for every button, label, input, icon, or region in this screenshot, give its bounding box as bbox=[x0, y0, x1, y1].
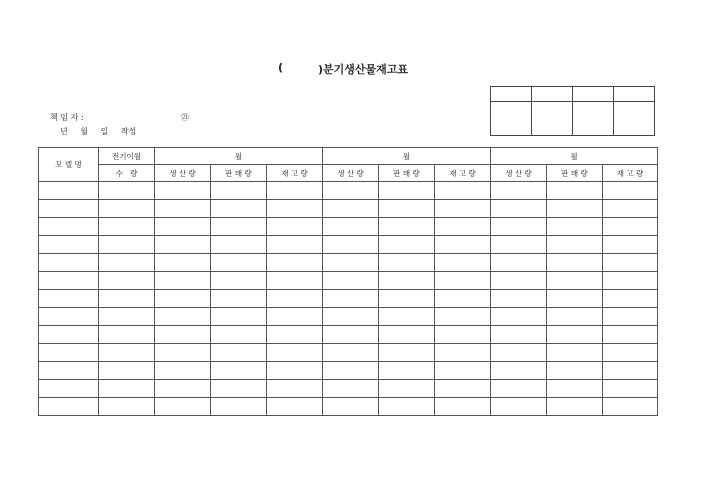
model-name-cell[interactable] bbox=[39, 398, 99, 416]
quantity-cell[interactable] bbox=[267, 398, 323, 416]
quantity-cell[interactable] bbox=[603, 182, 658, 200]
sales-header: 판 매 량 bbox=[379, 165, 435, 182]
quantity-cell[interactable] bbox=[267, 344, 323, 362]
table-row bbox=[39, 218, 658, 236]
model-name-cell[interactable] bbox=[39, 272, 99, 290]
quantity-cell[interactable] bbox=[323, 398, 379, 416]
quantity-cell[interactable] bbox=[379, 236, 435, 254]
quantity-cell[interactable] bbox=[267, 326, 323, 344]
quantity-cell[interactable] bbox=[603, 344, 658, 362]
quantity-cell[interactable] bbox=[155, 344, 211, 362]
quantity-cell[interactable] bbox=[491, 182, 547, 200]
quantity-cell[interactable] bbox=[267, 380, 323, 398]
quantity-cell[interactable] bbox=[547, 362, 603, 380]
table-row bbox=[39, 398, 658, 416]
quantity-cell[interactable] bbox=[603, 308, 658, 326]
quantity-cell[interactable] bbox=[99, 272, 155, 290]
quantity-cell[interactable] bbox=[267, 218, 323, 236]
quantity-cell[interactable] bbox=[547, 308, 603, 326]
sales-header: 판 매 량 bbox=[547, 165, 603, 182]
quantity-cell[interactable] bbox=[603, 362, 658, 380]
quantity-cell[interactable] bbox=[379, 182, 435, 200]
model-name-cell[interactable] bbox=[39, 290, 99, 308]
month-header: 월 bbox=[155, 148, 323, 165]
stock-header: 재 고 량 bbox=[267, 165, 323, 182]
table-row bbox=[39, 200, 658, 218]
quantity-cell[interactable] bbox=[323, 380, 379, 398]
quantity-cell[interactable] bbox=[379, 380, 435, 398]
approval-sign-cell bbox=[491, 102, 532, 136]
quantity-cell[interactable] bbox=[435, 182, 491, 200]
header-row-measures bbox=[39, 165, 658, 182]
quantity-cell[interactable] bbox=[603, 380, 658, 398]
inventory-body bbox=[39, 182, 658, 416]
model-name-header: 모 델 명 bbox=[39, 148, 99, 182]
quantity-cell[interactable] bbox=[323, 218, 379, 236]
quantity-cell[interactable] bbox=[99, 200, 155, 218]
table-row bbox=[39, 344, 658, 362]
quantity-cell[interactable] bbox=[99, 398, 155, 416]
quarter-blank-open: ( bbox=[278, 61, 284, 74]
quantity-cell[interactable] bbox=[435, 308, 491, 326]
quantity-cell[interactable] bbox=[155, 326, 211, 344]
quantity-cell[interactable] bbox=[379, 344, 435, 362]
model-name-cell[interactable] bbox=[39, 254, 99, 272]
quantity-cell[interactable] bbox=[99, 308, 155, 326]
quantity-cell[interactable] bbox=[435, 200, 491, 218]
quantity-cell[interactable] bbox=[155, 200, 211, 218]
model-name-cell[interactable] bbox=[39, 236, 99, 254]
quantity-cell[interactable] bbox=[323, 326, 379, 344]
header-row-months bbox=[39, 148, 658, 165]
model-name-cell[interactable] bbox=[39, 344, 99, 362]
quantity-cell[interactable] bbox=[379, 272, 435, 290]
quantity-cell[interactable] bbox=[99, 326, 155, 344]
table-row bbox=[39, 326, 658, 344]
quantity-cell[interactable] bbox=[435, 218, 491, 236]
quantity-cell[interactable] bbox=[491, 362, 547, 380]
inventory-table bbox=[38, 147, 658, 416]
quantity-cell[interactable] bbox=[211, 344, 267, 362]
quantity-cell[interactable] bbox=[99, 254, 155, 272]
quantity-cell[interactable] bbox=[99, 344, 155, 362]
quantity-cell[interactable] bbox=[211, 200, 267, 218]
quantity-cell[interactable] bbox=[491, 218, 547, 236]
quantity-cell[interactable] bbox=[491, 344, 547, 362]
quantity-cell[interactable] bbox=[267, 182, 323, 200]
quantity-cell[interactable] bbox=[491, 236, 547, 254]
quantity-cell[interactable] bbox=[323, 236, 379, 254]
quantity-cell[interactable] bbox=[491, 200, 547, 218]
quantity-cell[interactable] bbox=[547, 200, 603, 218]
quantity-cell[interactable] bbox=[547, 236, 603, 254]
quantity-cell[interactable] bbox=[99, 290, 155, 308]
quantity-cell[interactable] bbox=[603, 290, 658, 308]
approval-head-cell bbox=[573, 87, 614, 102]
quantity-cell[interactable] bbox=[155, 272, 211, 290]
quantity-cell[interactable] bbox=[491, 272, 547, 290]
model-name-cell[interactable] bbox=[39, 308, 99, 326]
quantity-cell[interactable] bbox=[99, 218, 155, 236]
quantity-cell[interactable] bbox=[603, 254, 658, 272]
quantity-cell[interactable] bbox=[211, 182, 267, 200]
quantity-cell[interactable] bbox=[491, 290, 547, 308]
production-header: 생 산 량 bbox=[323, 165, 379, 182]
title-text: )분기생산물재고표 bbox=[318, 63, 409, 76]
quantity-cell[interactable] bbox=[603, 218, 658, 236]
quantity-cell[interactable] bbox=[155, 398, 211, 416]
quantity-cell[interactable] bbox=[379, 326, 435, 344]
quantity-cell[interactable] bbox=[267, 290, 323, 308]
quantity-cell[interactable] bbox=[155, 254, 211, 272]
table-row bbox=[39, 272, 658, 290]
quantity-cell[interactable] bbox=[211, 272, 267, 290]
production-header: 생 산 량 bbox=[491, 165, 547, 182]
quantity-cell[interactable] bbox=[323, 200, 379, 218]
approval-sign-cell bbox=[614, 102, 655, 136]
quantity-cell[interactable] bbox=[547, 290, 603, 308]
quantity-cell[interactable] bbox=[211, 254, 267, 272]
quantity-cell[interactable] bbox=[379, 254, 435, 272]
model-name-cell[interactable] bbox=[39, 182, 99, 200]
quantity-cell[interactable] bbox=[323, 362, 379, 380]
quantity-cell[interactable] bbox=[211, 290, 267, 308]
quantity-cell[interactable] bbox=[435, 380, 491, 398]
model-name-cell[interactable] bbox=[39, 326, 99, 344]
quantity-cell[interactable] bbox=[435, 290, 491, 308]
month-header: 월 bbox=[323, 148, 491, 165]
table-row bbox=[39, 182, 658, 200]
quantity-cell[interactable] bbox=[211, 362, 267, 380]
quantity-cell[interactable] bbox=[155, 308, 211, 326]
quantity-cell[interactable] bbox=[379, 290, 435, 308]
quantity-cell[interactable] bbox=[211, 218, 267, 236]
quantity-cell[interactable] bbox=[379, 200, 435, 218]
quantity-cell[interactable] bbox=[603, 272, 658, 290]
quantity-cell[interactable] bbox=[211, 380, 267, 398]
quantity-cell[interactable] bbox=[435, 344, 491, 362]
date-line: 년 월 일 작성 bbox=[60, 127, 137, 136]
quantity-cell[interactable] bbox=[603, 200, 658, 218]
quantity-cell[interactable] bbox=[155, 290, 211, 308]
table-row bbox=[39, 254, 658, 272]
model-name-cell[interactable] bbox=[39, 200, 99, 218]
approval-sign-cell bbox=[532, 102, 573, 136]
quantity-cell[interactable] bbox=[379, 398, 435, 416]
quantity-cell[interactable] bbox=[435, 272, 491, 290]
carryover-header: 전기이월 bbox=[99, 148, 155, 165]
quantity-cell[interactable] bbox=[547, 272, 603, 290]
quantity-cell[interactable] bbox=[491, 308, 547, 326]
model-name-cell[interactable] bbox=[39, 218, 99, 236]
quantity-cell[interactable] bbox=[547, 218, 603, 236]
quantity-cell[interactable] bbox=[435, 236, 491, 254]
quantity-cell[interactable] bbox=[379, 362, 435, 380]
quantity-cell[interactable] bbox=[491, 326, 547, 344]
table-row bbox=[39, 236, 658, 254]
quantity-cell[interactable] bbox=[267, 308, 323, 326]
approval-sign-cell bbox=[573, 102, 614, 136]
quantity-cell[interactable] bbox=[547, 326, 603, 344]
quantity-cell[interactable] bbox=[547, 344, 603, 362]
quantity-cell[interactable] bbox=[323, 308, 379, 326]
quantity-cell[interactable] bbox=[547, 398, 603, 416]
quantity-cell[interactable] bbox=[323, 290, 379, 308]
quantity-cell[interactable] bbox=[267, 362, 323, 380]
quantity-cell[interactable] bbox=[267, 254, 323, 272]
quantity-cell[interactable] bbox=[491, 380, 547, 398]
quantity-cell[interactable] bbox=[435, 362, 491, 380]
document-title bbox=[268, 61, 448, 77]
quantity-cell[interactable] bbox=[435, 326, 491, 344]
approval-box bbox=[490, 86, 655, 136]
sales-header: 판 매 량 bbox=[211, 165, 267, 182]
approval-head-cell bbox=[614, 87, 655, 102]
quantity-cell[interactable] bbox=[211, 326, 267, 344]
approval-head-cell bbox=[491, 87, 532, 102]
quantity-cell[interactable] bbox=[491, 254, 547, 272]
quantity-cell[interactable] bbox=[603, 236, 658, 254]
quantity-header: 수 량 bbox=[99, 165, 155, 182]
quantity-cell[interactable] bbox=[323, 344, 379, 362]
quantity-cell[interactable] bbox=[211, 308, 267, 326]
quantity-cell[interactable] bbox=[155, 182, 211, 200]
quantity-cell[interactable] bbox=[379, 218, 435, 236]
quantity-cell[interactable] bbox=[267, 200, 323, 218]
quantity-cell[interactable] bbox=[491, 398, 547, 416]
quantity-cell[interactable] bbox=[99, 380, 155, 398]
table-row bbox=[39, 380, 658, 398]
quantity-cell[interactable] bbox=[379, 308, 435, 326]
quantity-cell[interactable] bbox=[547, 380, 603, 398]
production-header: 생 산 량 bbox=[155, 165, 211, 182]
quantity-cell[interactable] bbox=[323, 254, 379, 272]
quantity-cell[interactable] bbox=[547, 182, 603, 200]
quantity-cell[interactable] bbox=[211, 236, 267, 254]
quantity-cell[interactable] bbox=[155, 218, 211, 236]
approval-head-cell bbox=[532, 87, 573, 102]
stock-header: 재 고 량 bbox=[603, 165, 658, 182]
seal-mark: ㉑ bbox=[181, 113, 189, 122]
model-name-cell[interactable] bbox=[39, 380, 99, 398]
quantity-cell[interactable] bbox=[323, 182, 379, 200]
quantity-cell[interactable] bbox=[99, 182, 155, 200]
quantity-cell[interactable] bbox=[155, 380, 211, 398]
quantity-cell[interactable] bbox=[323, 272, 379, 290]
quantity-cell[interactable] bbox=[155, 236, 211, 254]
model-name-cell[interactable] bbox=[39, 362, 99, 380]
quantity-cell[interactable] bbox=[435, 254, 491, 272]
table-row bbox=[39, 362, 658, 380]
stock-header: 재 고 량 bbox=[435, 165, 491, 182]
table-row bbox=[39, 308, 658, 326]
quantity-cell[interactable] bbox=[99, 236, 155, 254]
quantity-cell[interactable] bbox=[435, 398, 491, 416]
month-header: 월 bbox=[491, 148, 658, 165]
quantity-cell[interactable] bbox=[603, 398, 658, 416]
quantity-cell[interactable] bbox=[267, 236, 323, 254]
table-row bbox=[39, 290, 658, 308]
quantity-cell[interactable] bbox=[547, 254, 603, 272]
quantity-cell[interactable] bbox=[211, 398, 267, 416]
quantity-cell[interactable] bbox=[267, 272, 323, 290]
quantity-cell[interactable] bbox=[603, 326, 658, 344]
responsible-person-label: 책 임 자 : bbox=[50, 113, 84, 122]
quantity-cell[interactable] bbox=[155, 362, 211, 380]
quantity-cell[interactable] bbox=[99, 362, 155, 380]
